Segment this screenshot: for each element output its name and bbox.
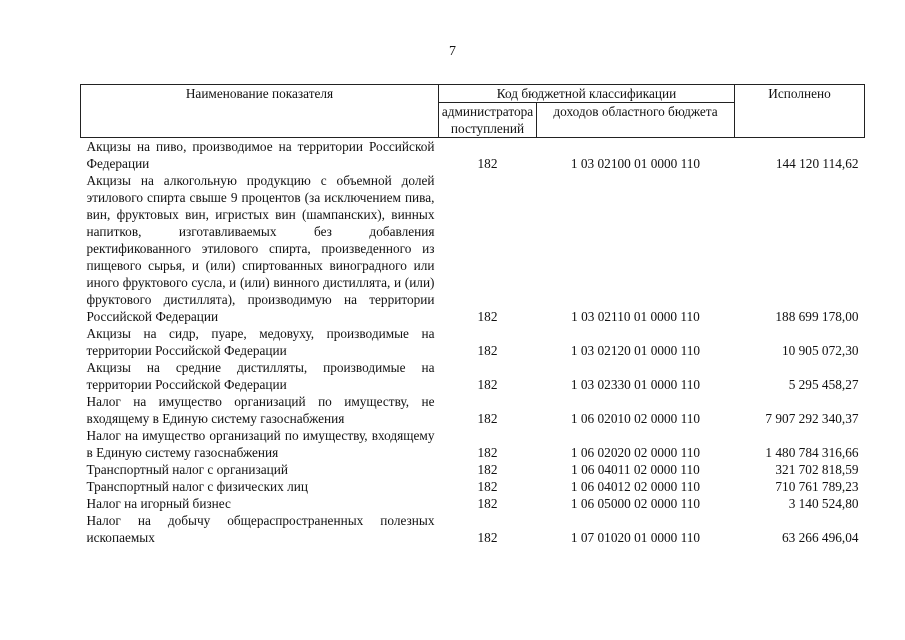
header-code-group: Код бюджетной классификации <box>439 85 735 103</box>
row-amount-cell: 144 120 114,62 <box>775 156 859 171</box>
row-name-cell: Акцизы на пиво, производимое на территории Российской Федерации <box>86 139 435 171</box>
table-row <box>81 172 865 325</box>
row-amount-cell: 1 480 784 316,66 <box>765 445 859 460</box>
row-name-cell: Транспортный налог с физических лиц <box>86 479 308 494</box>
row-name-cell: Налог на добычу общераспространенных полезных ископаемых <box>86 513 435 545</box>
row-name-cell: Налог на игорный бизнес <box>86 496 231 511</box>
row-amount-cell: 10 905 072,30 <box>782 343 859 358</box>
row-admin-code-cell: 182 <box>477 309 498 324</box>
header-executed: Исполнено <box>735 85 865 138</box>
row-admin-code-cell: 182 <box>477 343 498 358</box>
row-name-cell: Акцизы на алкогольную продукцию с объемной долей этилового спирта свыше 9 процентов (за исключением пива, вин, фруктовых вин, игристых вин (шампанских), винных напитков, изготавливаемых без добавления ректификованного этилового спирта, произведенного из пищевого сырья, и (или) спиртованных виноградного или иного фруктового сусла, и (или) винного дистиллята, и (или) фруктового дистиллята), производимую на территории Российской Федерации <box>86 173 435 324</box>
row-amount-cell: 321 702 818,59 <box>775 462 859 477</box>
table-row <box>81 325 865 359</box>
row-admin-code-cell: 182 <box>477 530 498 545</box>
table-row <box>81 427 865 461</box>
row-amount-cell: 63 266 496,04 <box>782 530 859 545</box>
row-budget-code-cell: 1 06 02020 02 0000 110 <box>570 445 701 460</box>
row-amount-cell: 5 295 458,27 <box>788 377 859 392</box>
table-row <box>81 138 865 173</box>
row-name-cell: Налог на имущество организаций по имуществу, входящему в Единую систему газоснабжения <box>86 428 435 460</box>
row-budget-code-cell: 1 07 01020 01 0000 110 <box>570 530 701 545</box>
table-row <box>81 393 865 427</box>
row-admin-code-cell: 182 <box>477 496 498 511</box>
row-name-cell: Акцизы на средние дистилляты, производимые на территории Российской Федерации <box>86 360 435 392</box>
row-budget-code-cell: 1 06 04011 02 0000 110 <box>571 462 700 477</box>
row-admin-code-cell: 182 <box>477 445 498 460</box>
page-number: 7 <box>449 44 456 59</box>
header-admin: администратора поступлений <box>439 103 537 138</box>
row-admin-code-cell: 182 <box>477 156 498 171</box>
table-row <box>81 478 865 495</box>
row-admin-code-cell: 182 <box>477 462 498 477</box>
table-row <box>81 359 865 393</box>
row-name-cell: Акцизы на сидр, пуаре, медовуху, производимые на территории Российской Федерации <box>86 326 435 358</box>
header-revenue: доходов областного бюджета <box>537 103 735 138</box>
row-budget-code-cell: 1 03 02100 01 0000 110 <box>570 156 701 171</box>
row-admin-code-cell: 182 <box>477 479 498 494</box>
row-name-cell: Налог на имущество организаций по имуществу, не входящему в Единую систему газоснабжения <box>86 394 435 426</box>
row-budget-code-cell: 1 03 02330 01 0000 110 <box>570 377 701 392</box>
row-amount-cell: 188 699 178,00 <box>775 309 859 324</box>
table-body <box>81 138 865 547</box>
row-budget-code-cell: 1 06 04012 02 0000 110 <box>570 479 701 494</box>
row-budget-code-cell: 1 03 02110 01 0000 110 <box>571 309 700 324</box>
header-name: Наименование показателя <box>81 85 439 138</box>
row-budget-code-cell: 1 06 02010 02 0000 110 <box>570 411 701 426</box>
row-budget-code-cell: 1 03 02120 01 0000 110 <box>570 343 701 358</box>
revenue-table <box>80 84 865 546</box>
table-header <box>81 85 865 138</box>
row-name-cell: Транспортный налог с организаций <box>86 462 289 477</box>
row-admin-code-cell: 182 <box>477 411 498 426</box>
table-row <box>81 512 865 546</box>
row-budget-code-cell: 1 06 05000 02 0000 110 <box>570 496 701 511</box>
row-amount-cell: 3 140 524,80 <box>788 496 859 511</box>
row-amount-cell: 710 761 789,23 <box>775 479 859 494</box>
table-row <box>81 495 865 512</box>
table-row <box>81 461 865 478</box>
row-admin-code-cell: 182 <box>477 377 498 392</box>
row-amount-cell: 7 907 292 340,37 <box>765 411 859 426</box>
